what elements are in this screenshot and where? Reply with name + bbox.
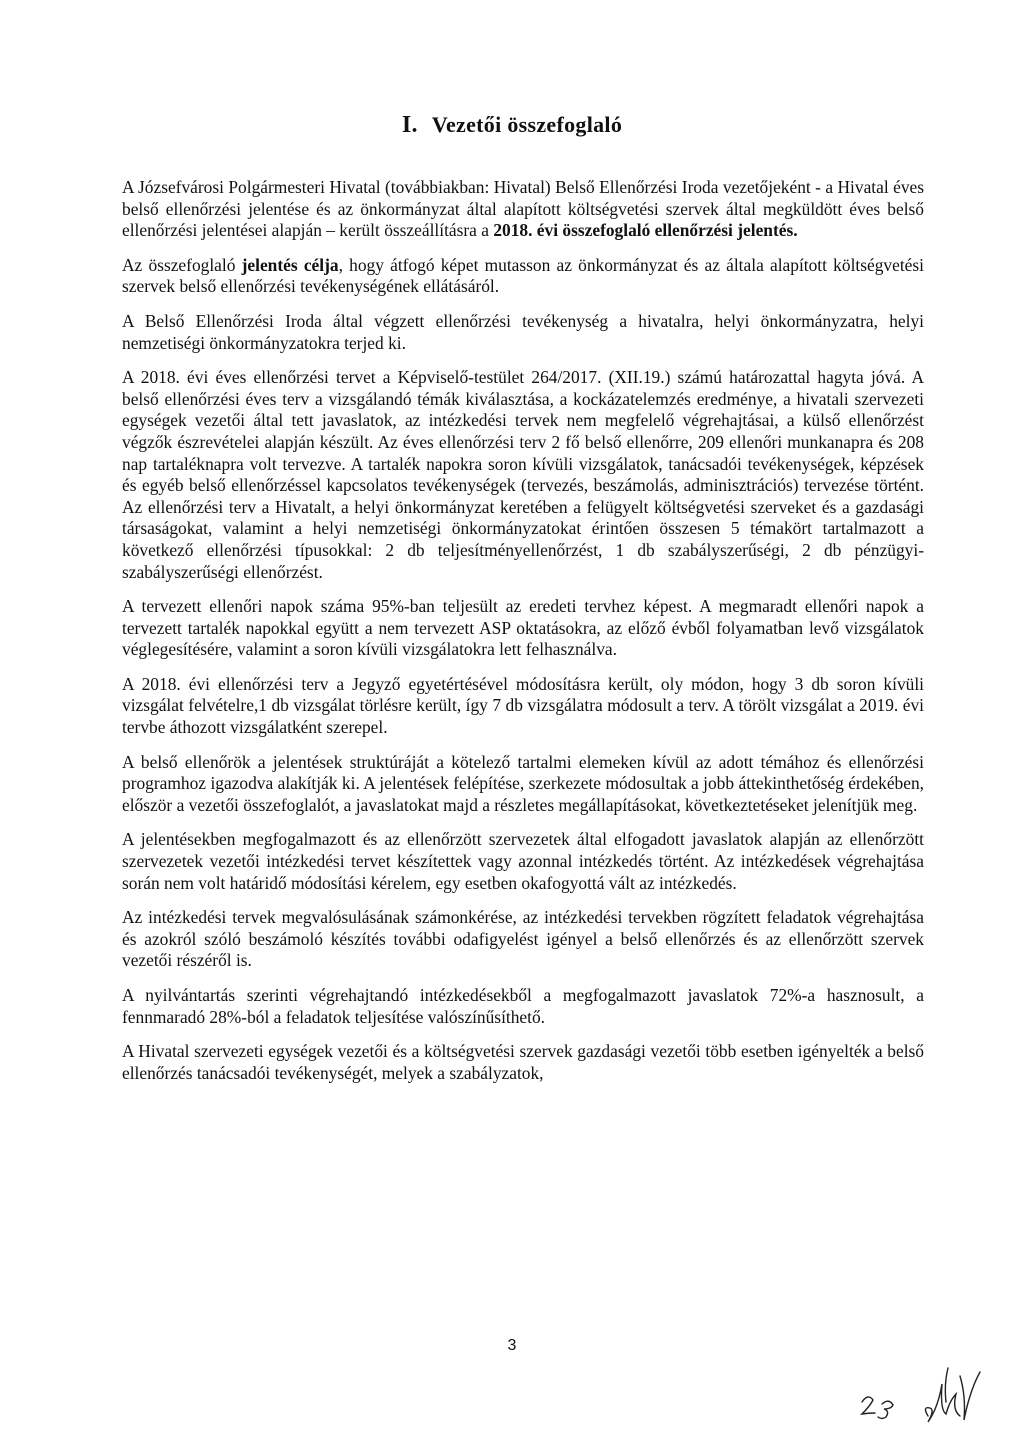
paragraph xyxy=(122,311,924,354)
paragraph-text: , hogy átfogó képet mutasson az önkormányzat és az általa alapított költségvetési szervek belső ellenőrzési tevékenységének ellátásáról. xyxy=(122,254,924,297)
paragraph-text: A tervezett ellenőri napok száma 95%-ban teljesült az eredeti tervhez képest. A megmaradt ellenőri napok a tervezett tartalék napokkal együtt a nem tervezett ASP oktatásokra, az előző évből folyamatban levő vizsgálatok véglegesítésére, valamint a soron kívüli vizsgálatokra lett felhasználva. xyxy=(122,596,924,660)
paragraph-text: A nyilvántartás szerinti végrehajtandó intézkedésekből a megfogalmazott javaslatok 72%-a hasznosult, a fennmaradó 28%-ból a feladatok teljesítése valószínűsíthető. xyxy=(122,985,924,1027)
paragraph xyxy=(122,177,924,242)
paragraph xyxy=(122,1041,924,1084)
paragraph xyxy=(122,367,924,583)
paragraph xyxy=(122,255,924,298)
paragraph xyxy=(122,829,924,894)
paragraph xyxy=(122,907,924,972)
paragraph xyxy=(122,752,924,817)
handwritten-signature xyxy=(820,1350,1000,1430)
section-title-text: Vezetői összefoglaló xyxy=(431,112,623,137)
body-text xyxy=(122,177,924,1097)
paragraph-text: A 2018. évi éves ellenőrzési tervet a Képviselő-testület 264/2017. (XII.19.) számú határozattal hagyta jóvá. A belső ellenőrzési éves terv a vizsgálandó témák kiválasztása, a kockázatelemzés eredménye, a hivatali szervezeti egységek vezetői által tett javaslatok, az intézkedési tervek nem megfelelő végrehajtásai, a külső ellenőrzést végzők észrevételei alapján készült. Az éves ellenőrzési terv 2 fő belső ellenőrre, 209 ellenőri munkanapra és 208 nap tartaléknapra volt tervezve. A tartalék napokra soron kívüli vizsgálatok, tanácsadói tevékenységek, képzések és egyéb belső ellenőrzéssel kapcsolatos tevékenységek (tervezés, beszámolás, adminisztrációs) tervezése történt. Az ellenőrzési terv a Hivatalt, a helyi önkormányzat keretében a felügyelt költségvetési szerveket és a gazdasági társaságokat, valamint a helyi nemzetiségi önkormányzatokat érintően összesen 5 témakört tartalmazott a következő ellenőrzési típusokkal: 2 db teljesítményellenőrzést, 1 db szabályszerűségi, 2 db pénzügyi-szabályszerűségi ellenőrzést. xyxy=(122,367,924,582)
section-number: I. xyxy=(401,112,418,138)
handwritten-number-29 xyxy=(862,1397,893,1419)
paragraph xyxy=(122,674,924,739)
bold-text: 2018. évi összefoglaló ellenőrzési jelentés. xyxy=(493,220,798,241)
paragraph-text: A Hivatal szervezeti egységek vezetői és a költségvetési szervek gazdasági vezetői több esetben igényelték a belső ellenőrzés tanácsadói tevékenységét, melyek a szabályzatok, xyxy=(122,1041,924,1083)
section-title xyxy=(0,112,1024,139)
paragraph-text: Az intézkedési tervek megvalósulásának számonkérése, az intézkedési tervekben rögzített feladatok végrehajtása és azokról szóló beszámoló készítés további odafigyelést igényel a belső ellenőrzés és az ellenőrzött szervek vezetői részéről is. xyxy=(122,907,924,971)
paragraph-text: A Belső Ellenőrzési Iroda által végzett ellenőrzési tevékenység a hivatalra, helyi önkormányzatra, helyi nemzetiségi önkormányzatokra terjed ki. xyxy=(122,310,924,353)
paragraph xyxy=(122,596,924,661)
paragraph-text: A 2018. évi ellenőrzési terv a Jegyző egyetértésével módosításra került, oly módon, hogy 3 db soron kívüli vizsgálat felvételre,1 db vizsgálat törlésre került, így 7 db vizsgálatra módosult a terv. A törölt vizsgálat a 2019. évi tervbe áthozott vizsgálatként szerepel. xyxy=(122,673,924,738)
paragraph-text: Az összefoglaló xyxy=(122,254,242,275)
bold-text: jelentés célja xyxy=(241,254,339,275)
paragraph-text: A belső ellenőrök a jelentések struktúráját a kötelező tartalmi elemeken kívül az adott témához és ellenőrzési programhoz igazodva alakítják ki. A jelentések felépítése, szerkezete módosultak a jobb áttekinthetőség érdekében, először a vezetői összefoglalót, a javaslatokat majd a részletes megállapításokat, következtetéseket jelenítjük meg. xyxy=(122,751,924,815)
paragraph-text: A jelentésekben megfogalmazott és az ellenőrzött szervezetek által elfogadott javaslatok alapján az ellenőrzött szervezetek vezetői intézkedési tervet készítettek vagy azonnal intézkedés történt. Az intézkedések végrehajtása során nem volt határidő módosítási kérelem, egy esetben okafogyottá vált az intézkedés. xyxy=(122,829,924,893)
paragraph xyxy=(122,985,924,1028)
page-number: 3 xyxy=(507,1337,517,1354)
signature-scribble xyxy=(925,1368,980,1422)
paragraph-text: A Józsefvárosi Polgármesteri Hivatal (továbbiakban: Hivatal) Belső Ellenőrzési Iroda vezetőjeként - a Hivatal éves belső ellenőrzési jelentése és az önkormányzat által alapított költségvetési szervek által megküldött éves belső ellenőrzési jelentései alapján – került összeállításra a xyxy=(122,177,924,241)
